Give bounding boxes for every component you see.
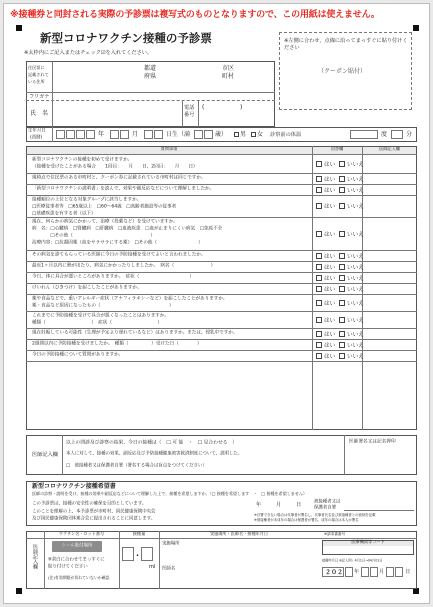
yes-label: はい: [324, 204, 336, 210]
checkbox-icon: [316, 264, 322, 270]
no-label: いいえ: [347, 317, 364, 324]
birth-month-unit: 月: [132, 131, 139, 138]
region-code-note: ※請求書番号: [324, 532, 346, 537]
question-12-yes[interactable]: [316, 330, 335, 338]
phone-paren-close: ): [240, 104, 243, 111]
checkbox-icon: [316, 300, 322, 306]
doctor-decision-line[interactable]: 以上の問診及び診察の結果、今日の接種は（ □ 可 能 ・ □ 見合わせる ）: [66, 440, 238, 446]
checkbox-icon: [316, 231, 322, 237]
sex-female[interactable]: 女: [251, 131, 263, 138]
question-3-line-1: 「新型コロナワクチンの説明書」を読んで、効果や副反応などについて理解しましたか。: [32, 186, 215, 192]
consent-agree-2: 及び国民健康保険団体連合会に提出されることに同意します。: [32, 516, 156, 522]
temperature-degree-input[interactable]: [350, 130, 378, 139]
question-2-no[interactable]: [339, 175, 364, 183]
corner-mark-bottom-left: [16, 588, 22, 594]
no-label: いいえ: [347, 187, 364, 194]
doctor-sign-field[interactable]: [346, 446, 416, 474]
record-side-label: 医師記入欄: [32, 544, 38, 569]
question-11-line-2: 種類（ ） 症状（ ）: [32, 320, 163, 326]
address-shiku: 市区: [222, 65, 235, 72]
question-14-yes[interactable]: [316, 352, 335, 360]
question-6-no[interactable]: [339, 252, 364, 260]
vaccination-year-unit: 年: [354, 569, 360, 575]
warning-banner: ※接種券と同封される実際の予診票は複写式のものとなりますので、この用紙は使えません。: [10, 10, 380, 20]
question-12-line-1: 現在妊娠している可能性（生理が予定より遅れているなど）はありますか。または、授乳中ですか。: [32, 330, 238, 336]
question-4-yes[interactable]: [316, 202, 335, 210]
question-row-4: [26, 195, 417, 217]
question-row-1: [26, 155, 417, 173]
checkbox-icon: [316, 187, 322, 193]
header-answer: 回答欄: [330, 147, 344, 152]
question-10-yes[interactable]: [316, 299, 335, 307]
birth-year-digit-1[interactable]: [56, 130, 65, 139]
checkbox-icon: [316, 275, 322, 281]
question-7-doctor-note[interactable]: [363, 261, 417, 272]
fill-note: ※太枠内にご記入またはチェック☑を入れてください。: [24, 50, 153, 56]
address-choson: 町村: [222, 73, 235, 80]
phone-paren-open: (: [202, 104, 205, 111]
question-9-yes[interactable]: [316, 285, 335, 293]
phone-input[interactable]: [200, 102, 273, 126]
checkbox-icon: [316, 331, 322, 337]
col-vaccine-lot: ワクチン名・ロット番号: [58, 532, 105, 537]
age-unit: 歳）: [215, 131, 228, 138]
address-label-2: 記載されて: [28, 73, 49, 78]
question-7-yes[interactable]: [316, 263, 335, 271]
col-dose: 接種量: [132, 532, 146, 537]
sticker-area[interactable]: [52, 541, 102, 552]
vaccination-year-digit[interactable]: [345, 567, 353, 577]
question-5-doctor-note[interactable]: [363, 217, 417, 250]
no-label: いいえ: [347, 331, 364, 338]
no-label: いいえ: [347, 342, 364, 349]
row-divider: [26, 361, 417, 362]
question-4-line-1: 接種順位の上位となる対象グループに該当しますか。: [32, 197, 142, 203]
yes-label: はい: [324, 176, 336, 183]
consent-date-month: 月: [276, 502, 282, 508]
question-8-no[interactable]: [339, 274, 364, 282]
dose-unit: ml: [149, 564, 156, 570]
consent-title: 新型コロナワクチン接種希望書: [32, 483, 116, 490]
birth-day-unit: 日生（満: [166, 131, 191, 138]
question-8-yes[interactable]: [316, 274, 335, 282]
no-label: いいえ: [347, 353, 364, 360]
vaccination-date-label: 接種年月日 ※記入例）4月1日→04月01日: [322, 559, 383, 563]
no-label: いいえ: [347, 264, 364, 271]
name-input[interactable]: [54, 102, 179, 126]
vaccination-day-digit-2[interactable]: [395, 567, 403, 577]
birth-label-2: (西暦): [30, 135, 43, 141]
col-place: 実施場所・医師名・接種年月日: [209, 532, 269, 537]
birth-day-digit-1[interactable]: [144, 130, 153, 139]
question-row-5: [26, 217, 417, 250]
consent-date-day: 日: [296, 502, 302, 508]
yes-label: はい: [324, 275, 336, 282]
question-1-line-1: 新型コロナワクチンの接種を初めて受けますか。: [32, 157, 133, 163]
checkbox-icon: [339, 342, 345, 348]
question-row-6: [26, 250, 417, 261]
question-11-line-1: これまでに予防接種を受けて具合が悪くなったことはありますか。: [32, 313, 169, 319]
address-label-3: いる住所: [28, 80, 45, 85]
birth-year-digit-4[interactable]: [86, 130, 95, 139]
question-4-line-2: □医療従事者等 □65歳以上 □60〜64歳 □高齢者施設等の従事者: [32, 204, 177, 210]
question-6-line-1: その病気を診てもらっている医師に今日の予防接種を受けてよいと言われましたか。: [32, 252, 206, 258]
consent-sign-field[interactable]: [344, 498, 414, 511]
question-4-doctor-note[interactable]: [363, 195, 417, 217]
checkbox-icon: [316, 161, 322, 167]
question-5-line-1: 現在、何らかの病気にかかって、治療（投薬など）を受けていますか。: [32, 219, 178, 225]
name-label: 氏 名: [30, 110, 49, 117]
yes-label: はい: [324, 317, 336, 324]
checkbox-icon: [339, 176, 345, 182]
question-3-yes[interactable]: [316, 186, 335, 194]
temperature-min-unit: 分: [406, 131, 413, 138]
furigana-label: フリガナ: [29, 94, 50, 100]
no-label: いいえ: [347, 176, 364, 183]
question-12-no[interactable]: [339, 330, 364, 338]
age-digit-2[interactable]: [204, 130, 213, 139]
birth-year-unit: 年: [98, 131, 105, 138]
birth-label-1: 生年月日: [28, 128, 46, 134]
question-4-line-3: □基礎疾患を有する者（以下）: [32, 211, 96, 217]
consent-agree-1: このことを理解の上、本予診票が市町村、国民健康保険中央会: [32, 509, 156, 515]
doctor-self-sign-line[interactable]: □ 被接種者又は保護者自署（署名する場合は盲点をつけてください）: [66, 463, 207, 469]
question-row-9: [26, 283, 417, 294]
checkbox-icon: [339, 353, 345, 359]
vaccination-day-unit: 日: [405, 569, 411, 575]
furigana-input[interactable]: [54, 93, 179, 100]
question-14-line-1: 今日の予防接種について質問がありますか。: [32, 352, 124, 358]
yes-label: はい: [324, 353, 336, 360]
yes-label: はい: [324, 264, 336, 271]
birth-month-digit-2[interactable]: [120, 130, 129, 139]
checkbox-icon: [339, 231, 345, 237]
question-1-yes[interactable]: [316, 160, 335, 168]
question-10-line-2: 薬・食品など原因になったもの（ ）: [32, 303, 174, 309]
doctor-section-label: 医師記入欄: [32, 452, 58, 458]
vaccination-month-digit-2[interactable]: [370, 567, 378, 577]
no-label: いいえ: [347, 275, 364, 282]
question-10-no[interactable]: [339, 299, 364, 307]
medical-code-input[interactable]: [323, 546, 413, 554]
question-8-line-1: 今日、体に具合が悪いところがありますか。 症状（ ）: [32, 274, 195, 280]
question-9-doctor-note[interactable]: [363, 283, 417, 294]
dose-decimal-input[interactable]: [141, 547, 153, 561]
yes-label: はい: [324, 162, 336, 168]
checkbox-icon: [316, 253, 322, 259]
question-9-no[interactable]: [339, 285, 364, 293]
doctor-explained-line: 本人に対して、接種の効果、副反応及び予防接種健康被害救済制度について、説明した。: [66, 451, 243, 457]
question-11-no[interactable]: [339, 316, 364, 324]
question-2-doctor-note[interactable]: [363, 173, 417, 184]
yes-label: はい: [324, 331, 336, 338]
question-14-no[interactable]: [339, 352, 364, 360]
checkbox-icon: [339, 187, 345, 193]
corner-mark-top-right: [413, 25, 419, 31]
temperature-label: 診察前の体温: [270, 132, 302, 138]
doctor-name-label: 医師名: [162, 566, 176, 572]
checkbox-icon: [316, 203, 322, 209]
birth-year-digit-3[interactable]: [76, 130, 85, 139]
question-13-doctor-note[interactable]: [363, 339, 417, 350]
no-label: いいえ: [347, 204, 364, 210]
checkbox-icon: [339, 203, 345, 209]
no-label: いいえ: [347, 300, 364, 307]
question-8-doctor-note[interactable]: [363, 272, 417, 283]
dose-decimal-point: .: [136, 549, 140, 558]
question-5-line-2: 病 名：□心臓病 □腎臓病 □肝臓病 □血液疾患 □血が止まりにくい病気 □免疫不全: [32, 226, 223, 232]
checkbox-icon: [316, 317, 322, 323]
sticker-label: シール貼付場所: [61, 543, 93, 549]
checkbox-icon: [339, 275, 345, 281]
phone-label-1: 電話: [184, 105, 195, 111]
question-11-doctor-note[interactable]: [363, 311, 417, 328]
checkbox-icon: [316, 286, 322, 292]
vaccine-prescreening-form: [3, 3, 430, 604]
question-row-13: [26, 339, 417, 350]
checkbox-icon: [339, 331, 345, 337]
question-5-line-3: □その他（ ）: [32, 233, 156, 239]
question-1-no[interactable]: [339, 160, 364, 168]
question-14-doctor-note[interactable]: [363, 350, 417, 361]
coupon-label: （クーポン貼付）: [318, 68, 367, 75]
checkbox-icon: [316, 342, 322, 348]
sex-male[interactable]: 男: [234, 131, 246, 138]
age-digit-1[interactable]: [194, 130, 203, 139]
address-input[interactable]: [54, 64, 272, 91]
no-label: いいえ: [347, 231, 364, 238]
question-13-line-1: 2週間以内に予防接種を受けましたか。 種類（ ）受けた日（ ）: [32, 341, 202, 347]
yes-label: はい: [324, 342, 336, 349]
checkbox-icon: [316, 353, 322, 359]
question-row-7: [26, 261, 417, 272]
question-10-doctor-note[interactable]: [363, 294, 417, 311]
question-3-no[interactable]: [339, 186, 364, 194]
vaccination-month-unit: 月: [379, 569, 385, 575]
sticker-note-3: (注)有効期限が切れていないか確認: [48, 576, 110, 581]
birth-day-digit-2[interactable]: [154, 130, 163, 139]
yes-label: はい: [324, 231, 336, 238]
consent-question[interactable]: 医師の診察・説明を受け、接種の効果や副反応などについて理解した上で、接種を希望しますか。（□ 接種を希望します ・ □ 接種を希望しません）: [32, 492, 307, 497]
consent-sign-label-2: 保護者自署: [314, 505, 337, 511]
yes-label: はい: [324, 300, 336, 307]
birth-year-digit-2[interactable]: [66, 130, 75, 139]
question-1-line-2: （接種を受けたことがある場合 1回目： 月 日、2回目： 月 日）: [32, 164, 198, 170]
question-row-12: [26, 328, 417, 339]
consent-purpose: この予診票は、接種の安全性の確保を目的としています。: [32, 501, 147, 507]
consent-small-note-1: ※自署できない場合は代筆者が署名し、代筆者氏名及び被接種者との続柄を記載: [254, 513, 376, 517]
yes-label: はい: [324, 187, 336, 194]
checkbox-icon: [339, 264, 345, 270]
header-doctor: 医師記入欄: [379, 147, 400, 152]
question-5-yes[interactable]: [316, 230, 335, 238]
question-row-14: [26, 350, 417, 361]
question-6-doctor-note[interactable]: [363, 250, 417, 261]
checkbox-icon: [339, 286, 345, 292]
address-todofuken: 都道: [144, 65, 157, 72]
form-title: 新型コロナワクチン接種の予診票: [40, 31, 212, 45]
birth-month-digit-1[interactable]: [110, 130, 119, 139]
question-11-yes[interactable]: [316, 316, 335, 324]
question-row-10: [26, 294, 417, 311]
question-4-no[interactable]: [339, 202, 364, 210]
question-row-3: [26, 184, 417, 195]
question-12-doctor-note[interactable]: [363, 328, 417, 339]
doctor-name-input[interactable]: [161, 571, 321, 583]
corner-mark-top-left: [16, 25, 22, 31]
place-input[interactable]: [161, 547, 321, 557]
checkbox-icon: [339, 253, 345, 259]
sticker-note-2: 貼り付けてください: [48, 564, 88, 570]
checkbox-icon: [316, 176, 322, 182]
question-5-line-4: 治療内容：□抗凝固薬（血をサラサラにする薬） □その他（ ）: [32, 240, 203, 246]
question-2-yes[interactable]: [316, 175, 335, 183]
question-7-line-1: 最近1ヶ月以内に熱が出たり、病気にかかったりしましたか。 病名（ ）: [32, 263, 216, 269]
vaccination-day-digit-1[interactable]: [386, 567, 394, 577]
question-1-doctor-note[interactable]: [363, 155, 417, 173]
consent-date-year: 年: [256, 502, 262, 508]
vaccination-year-prefix: ２０２: [322, 567, 344, 577]
header-questions: 質問事項: [160, 147, 178, 152]
question-6-yes[interactable]: [316, 252, 335, 260]
yes-label: はい: [324, 253, 336, 260]
temperature-degree-unit: 度: [381, 131, 388, 138]
medical-code-label: 医療機関等コード: [351, 540, 385, 545]
coupon-area[interactable]: [279, 32, 412, 110]
vaccination-month-digit-1[interactable]: [361, 567, 369, 577]
yes-label: はい: [324, 286, 336, 293]
temperature-min-input[interactable]: [391, 130, 403, 139]
question-5-no[interactable]: [339, 230, 364, 238]
question-13-no[interactable]: [339, 341, 364, 349]
question-row-2: [26, 173, 417, 184]
consent-small-note-2: ※被接種者が未成年の場合は保護者が署名、成年の場合は本人が署名: [254, 518, 359, 522]
coupon-instruction: ※左側に合わせ、点線に沿ってまっすぐに貼り付けください: [284, 38, 408, 52]
doctor-sign-label: 医師署名又は記名押印: [349, 439, 396, 445]
question-row-8: [26, 272, 417, 283]
question-10-line-1: 薬や食品などで、重いアレルギー症状（アナフィラキシーなど）を起こしたことがありますか。: [32, 296, 228, 302]
question-7-no[interactable]: [339, 263, 364, 271]
sticker-note-1: ※余白に合わせてまっすぐに: [48, 557, 105, 563]
no-label: いいえ: [347, 253, 364, 260]
question-3-doctor-note[interactable]: [363, 184, 417, 195]
checkbox-icon: [339, 300, 345, 306]
question-row-11: [26, 311, 417, 328]
checkbox-icon: [339, 161, 345, 167]
phone-label-2: 番号: [184, 112, 195, 118]
no-label: いいえ: [347, 162, 364, 168]
address-label-1: 住民票に: [28, 66, 45, 71]
question-13-yes[interactable]: [316, 341, 335, 349]
no-label: いいえ: [347, 286, 364, 293]
place-label: 実施場所: [162, 541, 180, 547]
address-fuken: 府県: [144, 73, 157, 80]
question-2-line-1: 現時点で住民票のある市町村と、クーポン券に記載されている市町村は同じですか。: [32, 175, 206, 181]
dose-integer-input[interactable]: [122, 547, 134, 561]
checkbox-icon: [339, 317, 345, 323]
question-9-line-1: けいれん（ひきつけ）を起こしたことがありますか。: [32, 285, 142, 291]
consent-sign-label-1: 被接種者又は: [314, 499, 341, 505]
